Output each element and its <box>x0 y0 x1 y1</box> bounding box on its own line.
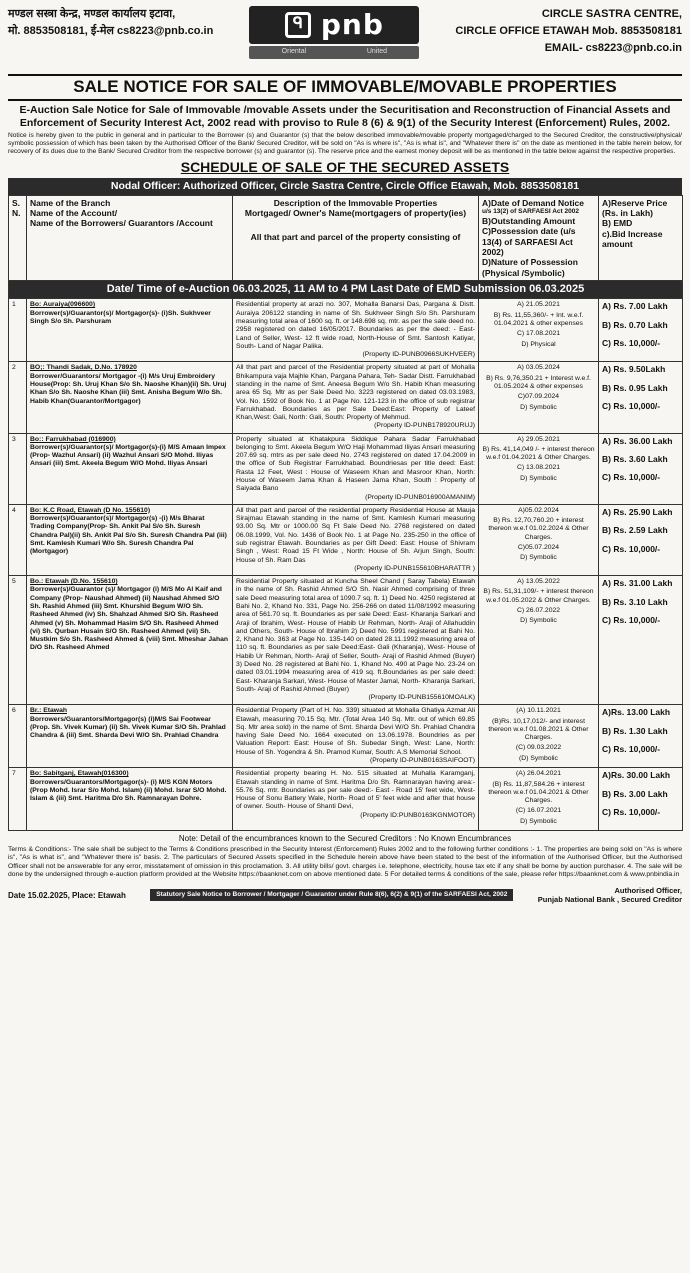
row-property-desc: Property situated at Khatakpura Siddique Pahara Sadar Farrukhabad belonging to Smt. Akeela Begum W/O Haji Mohammad Iliyas Ansari measuring 207.69 sq. mtrs as per sale deed No. 2743 registered on dated 17.04.2009 in the office of Sub Registrar Farrukhabad. Boundriesas per title deed: East: Rasta 12 Feet, West : House of Waseem Khan and Masroor Khan, North: House of Waseem Jama Khan & Haseen Jama Khan, South : Property of Saiyada Bano <box>236 435 475 493</box>
table-row <box>9 705 683 768</box>
row-date-a: (A) 26.04.2021 <box>516 770 561 778</box>
row-branch: Br.: Etawah <box>30 707 68 715</box>
header-right-line3: EMAIL- cs8223@pnb.co.in <box>544 42 682 55</box>
row-date-c: (C) 16.07.2021 <box>515 807 562 815</box>
row-dates <box>479 576 599 705</box>
row-date-d: D) Symbolic <box>520 617 557 625</box>
header-left-line1: मण्डल सस्त्रा केन्द्र, मण्डल कार्यालय इटावा, <box>8 8 176 20</box>
row-reserve <box>599 705 683 768</box>
row-dates <box>479 299 599 362</box>
schedule-rows <box>9 299 683 831</box>
footer-signature: Authorised Officer, Punjab National Bank , Secured Creditor <box>537 885 682 905</box>
table-row <box>9 433 683 504</box>
row-property <box>233 299 479 362</box>
row-reserve-price: A) Rs. 25.90 Lakh <box>602 506 673 517</box>
row-date-a: A) 21.05.2021 <box>517 301 560 309</box>
logo-text: pnb <box>320 7 384 41</box>
header-sn: S. N. <box>9 195 27 280</box>
row-property-desc: All that part and parcel of the Residential property situated at part of Mohalla Bhikampura vaja Majhle Khan, Pargana Pahara, Teh- Sadar Distt. Farrukhabad standing in the name of Smt. Aneesa Begum W/o Sh. Habib Khan measuring area 65 Sq. Mtr as per Sale Deed No. 3223 registered on dated 03.03.1983, Vol. No. 1592 of Book No. 1 at Page No. 121-123 in the office of sub registrar Farrukhabad. Boundaries as per Sale Deed:East: Property of Lateef Khan,West: Gali, North: Gali, South: Property of Mehmud. <box>236 364 475 422</box>
header-right-line1: CIRCLE SASTRA CENTRE, <box>541 8 682 20</box>
logo-sub-oriental: Oriental <box>281 48 307 55</box>
notice-subtitle: E-Auction Sale Notice for Sale of Immovable /movable Assets under the Securitisation and Reconstruction of Financial Assets and Enforcement of Security Interest Act, 2002 read with proviso to Rule 8 (6) & 9(1) of the Security Interest (Enforcement) Rules, 2002. <box>19 103 671 129</box>
row-date-d: D) Symbolic <box>520 817 557 825</box>
row-date-b: B) Rs. 12,70,760.20 + interest thereon w.e.f 01.02.2024 & Other Charges. <box>488 517 589 541</box>
row-property-desc: Residential Property (Part of H. No. 339) situated at Mohalla Ghatiya Azmat Ali Etawah, measuring 70.15 Sq. Mtr. (Total Area 140 Sq. Mtr. out of which 69.85 Sq. Mtr area sold) in the name of Smt. Sharda Devi W/O Sh. Prahlad Chandra having Sale Deed No. 1664 executed on 13.06.1978. Boundries as per Valuation Report: East: House of Sh. Subedar Singh, West: Lane, North: House of Sh. Yogendra & Sh. Pramod Kumar, South: A.S Memorial School. <box>236 707 475 756</box>
row-date-a: A) 29.05.2021 <box>517 435 560 443</box>
row-property-id: (Property ID-PUNB155610MOALK) <box>368 694 475 702</box>
row-date-c: C) 26.07.2022 <box>516 606 561 614</box>
row-borrower: Borrower(s)/Guarantor(s)/ Mortgagor(s)-(i) M/S Amaan Impex (Prop- Wazhul Ansari) (ii) Wazhul Ansari S/O Mohd. Iliyas Ansari (iii) Smt. Akeela Begum W/O Mohd. Iliyas Ansari <box>30 443 226 468</box>
schedule-table <box>8 195 683 831</box>
row-date-c: C) 13.08.2021 <box>516 464 561 472</box>
row-borrower: Borrower(s)/Guarantor (s)/ Mortgagor (i) M/S Mo Al Kaif and Company (Prop- Naushad Ahmed) (ii) Naushad Ahmed S/O Sh. Rashid Ahmed (iii) Smt. Khurshid Begum W/O Sh. Rasheed Ahmed (iv) Sh. Shahzad Ahmed S/O Sh. Rasheed Ahmed (v) Sh. Mohammad Hasim S/O Sh. Rasheed Ahmed (vi) Sh. Qurban Husain S/O Sh. Rasheed Ahmed (vii) Sh. Mustkim S/o Sh. Rasheed Ahmed & (viii) Smt. Mheshar Jahan D/O Sh. Rasheed Ahmed <box>30 586 229 652</box>
row-property <box>233 504 479 575</box>
header-property: Description of the Immovable Properties Mortgaged/ Owner's Name(mortgagers of property(ies) All that part and parcel of the property consisting of <box>233 195 479 280</box>
row-date-b: B) Rs. 41,14,049 /- + interest thereon w.e.f 01.04.2021 & Other Charges. <box>482 445 595 462</box>
header-right-line2: CIRCLE OFFICE ETAWAH Mob. 8853508181 <box>455 25 682 38</box>
row-branch: Bo: Auraiya(096600) <box>30 301 96 309</box>
row-reserve-price: A) Rs. 31.00 Lakh <box>602 578 673 589</box>
row-date-d: D) Symbolic <box>520 403 557 411</box>
row-branch: BO;: Thandi Sadak, D.No. 178920 <box>30 364 137 372</box>
row-bid-increase: C) Rs. 10,000/- <box>602 543 661 554</box>
header-dates: A)Date of Demand Notice u/s 13(2) of SARFAESI Act 2002 B)Outstanding Amount C)Possession date (u/s 13(4) of SARFAESI Act 2002) D)Nature of Possession (Physical /Symbolic) <box>479 195 599 280</box>
row-borrower: Borrower/Guarantors/ Mortgagor -(i) M/s Uruj Embroidery House(Prop: Sh. Uruj Khan S/o Sh. Naoshe Khan)(ii) Sh. Uruj Khan S/o Sh. Naoshe Khan (iii) Smt. Anisha Begum W/o Sh. Habib Khan(Guarantor/Mortgagor) <box>30 372 227 405</box>
row-emd: B) Rs. 0.95 Lakh <box>602 382 668 393</box>
header-hindi-address <box>8 6 213 40</box>
row-date-d: D) Physical <box>521 340 556 348</box>
row-sn: 7 <box>9 768 27 831</box>
row-date-a: A) 13.05.2022 <box>517 578 560 586</box>
row-sn: 6 <box>9 705 27 768</box>
row-borrower: Borrowers/Guarantors/Mortgagor(s)- (i) M/S KGN Motors (Prop Mohd. Israr S/o Mohd. Islam) (ii) Mohd. Israr S/O Mohd. Islam & (iii) Smt. Haritma D/o Sh. Ramnarayan Dohre. <box>30 778 227 803</box>
notice-title: SALE NOTICE FOR SALE OF IMMOVABLE/MOVABLE PROPERTIES <box>8 74 682 101</box>
row-branch: Bo: K.C Road, Etawah (D No. 155610) <box>30 506 151 514</box>
row-sn: 4 <box>9 504 27 575</box>
row-property-desc: Residential property bearing H. No. 515 situated at Muhalla Karamganj, Etawah standing in name of Smt. Haritma D/o Sh. Ramnarayan having area:- 55.76 Sq. mtr. Boundaries as per sale deed:- East - Road 15' feet wide, West- House of Sonu Battery Wale, North- Road of 5' feet wide and after that house of owner. South- House of Shanti Devi, <box>236 770 475 811</box>
row-emd: B) Rs. 0.70 Lakh <box>602 319 668 330</box>
row-bid-increase: C) Rs. 10,000/- <box>602 472 661 483</box>
table-header-row <box>9 195 683 280</box>
row-dates <box>479 362 599 433</box>
row-dates <box>479 433 599 504</box>
row-borrower: Borrowers/Guarantors/Mortgagor(s) (i)M/S Sai Footwear (Prop. Sh. Vivek Kumar) (ii) Sh. Vivek Kumar S/O Sh. Prahlad Chandra & (iii) Smt. Sharda Devi W/O Sh. Prahlad Chandra <box>30 715 226 740</box>
row-property <box>233 705 479 768</box>
row-property <box>233 576 479 705</box>
row-reserve <box>599 433 683 504</box>
header-left-line2: मो. 8853508181, ई-मेल cs8223@pnb.co.in <box>8 25 214 38</box>
row-reserve <box>599 299 683 362</box>
row-emd: B) Rs. 3.00 Lakh <box>602 788 668 799</box>
header-branch: Name of the Branch Name of the Account/ Name of the Borrowers/ Guarantors /Account <box>27 195 233 280</box>
row-sn: 1 <box>9 299 27 362</box>
row-reserve-price: A) Rs. 9.50Lakh <box>602 364 666 375</box>
row-date-b: B) Rs. 51,31,109/- + interest thereon w.e.f 01.05.2022 & Other Charges. <box>483 588 594 604</box>
schedule-title: SCHEDULE OF SALE OF THE SECURED ASSETS <box>180 158 510 175</box>
row-branch-borrower <box>27 768 233 831</box>
row-property-desc: Residential property at arazi no. 307, Mohalla Banarsi Das, Pargana & Distt. Auraiya 206122 standing in name of Sh. Sukhveer Singh S/o Sh. Parshuram measuring total area of 1600 sq. ft. or 148.698 sq. mtr. as per the sale deed no. 2958 registered on dated 16/05/2017. Boundaries as per the deed: - East- Land of Seller, West- 12 ft wide road, North-House of Smt. Santosh Katiyar, South- Land of Nagar Palika. <box>236 301 475 350</box>
row-reserve <box>599 768 683 831</box>
row-property-id: (Property ID-PUNB155610BHARATTR ) <box>354 564 475 572</box>
header <box>8 6 682 72</box>
row-property-id: (Property ID-PUNB016900AMANIM) <box>365 493 475 501</box>
row-property <box>233 768 479 831</box>
row-dates <box>479 705 599 768</box>
row-bid-increase: C) Rs. 10,000/- <box>602 614 661 625</box>
row-branch-borrower <box>27 504 233 575</box>
logo-sub-united: United <box>366 48 388 55</box>
row-branch-borrower <box>27 576 233 705</box>
row-date-c: C) 17.08.2021 <box>516 330 561 338</box>
terms-conditions: Terms & Conditions:- The sale shall be subject to the Terms & Conditions prescribed in the Security Interest (Enforcement) Rules 2002 and to the following further conditions :- 1. The properties are being sold on "As is where is", "As is what is", and "Whatever there is" basis. 2. The particulars of Secured Assets specified in the Schedule herein above have been stated to the best of the information of the Authorised Officer, but the Authorised Officer shall not be answerable for any error, misstatement of omission in this proclamation. 3. All utility bills/ govt. charges i.e. telephone, electricity, house tax etc if any shall be borne by auction purchaser. 4. The sale will be done by the undersigned through e-auction platform provided at the Website https://baanknet.com on above mentioned date. 5 For detailed terms & conditions of the sale, please refer https://baanknet.com & www.pnbindia.in <box>8 845 682 879</box>
auction-date-band: Date/ Time of e-Auction 06.03.2025, 11 AM to 4 PM Last Date of EMD Submission 06.03.2025 <box>9 281 683 299</box>
row-reserve <box>599 576 683 705</box>
header-reserve: A)Reserve Price (Rs. in Lakh) B) EMD c).Bid Increase amount <box>599 195 683 280</box>
row-date-b: (B)Rs. 10,17,012/- and interest thereon w.e.f 01.08.2021 & Other Charges. <box>488 717 589 742</box>
row-borrower: Borrower(s)/Guarantor(s)/ Mortgagor(s)- (i)Sh. Sukhveer Singh S/o Sh. Parshuram <box>30 309 211 325</box>
row-property-id: (Property ID:PUNB0163KGNMOTOR) <box>360 811 475 819</box>
row-property-desc: All that part and parcel of the residential property Residential House at Mauja Sirajmau Etawah standing in the name of Smt. Kamlesh Kumari measuring 93.00 Sq. Mtr or 1000.00 Sq Ft Sale Deed No. 2768 registered on dated 06.08.1999, Vol. No. 1436 of Book No. 1 at Page No. 235-250 in the office of sub registrar Etawah. Boundaries as per Gift Deed: East: House of Shivram Singh , West: Road 15 Ft Wide , North: House of Sh. Arjun Singh, South: House of Sh. Ram Das <box>236 506 475 564</box>
row-date-b: (B) Rs. 11,87,584.26 + interest thereon w.e.f 01.04.2021 & Other Charges. <box>488 780 589 805</box>
row-date-c: (C) 09.03.2022 <box>515 744 562 752</box>
row-bid-increase: C) Rs. 10,000/- <box>602 744 661 755</box>
encumbrance-note: Note: Detail of the encumbrances known to the Secured Creditors : No Known Encumbrances <box>178 834 512 844</box>
row-date-c: C)05.07.2024 <box>517 544 560 552</box>
pnb-logo <box>249 6 419 59</box>
row-branch: Bo:: Farrukhabad (016900) <box>30 435 116 443</box>
row-reserve-price: A) Rs. 7.00 Lakh <box>602 301 668 312</box>
row-date-d: D) Symbolic <box>520 474 557 482</box>
row-property-desc: Residential Property situated at Kuncha Sheel Chand ( Saray Tabela) Etawah in the name of Sh. Rashid Ahmed S/O Sh. Nasir Ahmed comprising of three sale Deed measuring total area of 1090.7 sq. ft. 1) Deed No. 4250 registered at Bahi No. 2, Khand No. 331, Page No. 256-266 on dated 11/08/1992 measuring area of 561.70 sq. ft. Boundaries as per sale Deed: East- Kharanja Sarkari and Araji of Ibrahim, West- House of Habib Ur Rehman, North- Araji of Allahuddin and Others, South- House of Ibrahim 2) Deed No. 5991 registered at Bahi No. 2, Khand No. 363 at Page No. 135-140 on dated 28.11.1992 measuring area of 110 sq. ft. Boundaries as per sale Deed:East- Gali (Kharanja), West- House of Habib Ur Rehman, North- Araji of Seller, South- Araji of Rashid Ahmed (Buyer) 3) Deed No. 28 registered at Bahi No. 1, Khand No. 490 at Page No. 23-24 on dated 03.01.1994 measuring area of 419 sq. ft.Boundaries as per sale deed: East- Kharanja Sarkari, West- House of Master Jamal, North- Kharanja Sarkari, South- Araji of Rashid Ahmed (Buyer) <box>236 578 475 693</box>
table-row <box>9 362 683 433</box>
notice-intro: Notice is hereby given to the public in general and in particular to the Borrower (s) and Guarantor (s) that the below described immovable/movable property mortgaged/charged to the Secured Creditor, the constructive/physical/ symbolic possession of which has been taken by the Authorised Officer of the Bank/ Secured Creditor, will be sold on "As is where is", "As is what is", and "Whatever there is" on the date as mentioned in the table herein below, for recovery of its dues due to the Bank/ Secured Creditor from the respective borrower (s) and guarantor (s). The reserve price and the earnest money deposit will be as mentioned in the table below against the respective properties. <box>8 131 682 155</box>
row-date-b: B) Rs. 11,55,360/- + Int. w.e.f. 01.04.2021 & other expenses <box>493 311 584 327</box>
row-date-d: D) Symbolic <box>520 554 557 562</box>
row-branch: Bo: Sabitganj, Etawah(016300) <box>30 770 129 778</box>
row-property <box>233 433 479 504</box>
row-property <box>233 362 479 433</box>
footer <box>8 886 682 906</box>
header-english-address <box>455 6 682 57</box>
row-date-d: (D) Symbolic <box>519 754 558 762</box>
row-date-a: A) 03.05.2024 <box>517 364 560 372</box>
footer-statutory: Statutory Sale Notice to Borrower / Mortgager / Guarantor under Rule 8(6), 6(2) & 9(1) of the SARFAESI Act, 2002 <box>150 889 513 901</box>
row-property-id: (Property ID-PUNB178920URUJ) <box>374 422 475 430</box>
row-bid-increase: C) Rs. 10,000/- <box>602 338 661 349</box>
row-dates <box>479 504 599 575</box>
row-date-a: A)05.02.2024 <box>518 506 559 514</box>
row-bid-increase: C) Rs. 10,000/- <box>602 401 661 412</box>
row-sn: 2 <box>9 362 27 433</box>
table-row <box>9 768 683 831</box>
row-reserve-price: A)Rs. 30.00 Lakh <box>602 770 671 781</box>
row-sn: 3 <box>9 433 27 504</box>
row-branch-borrower <box>27 433 233 504</box>
row-emd: B) Rs. 3.60 Lakh <box>602 454 668 464</box>
nodal-officer-band: Nodal Officer: Authorized Officer, Circle Sastra Centre, Circle Office Etawah, Mob. 8853508181 <box>8 178 682 195</box>
table-row <box>9 576 683 705</box>
footer-date-place: Date 15.02.2025, Place: Etawah <box>8 890 126 900</box>
row-reserve-price: A)Rs. 13.00 Lakh <box>602 707 671 718</box>
row-borrower: Borrower(s)/Guarantor(s)/ Mortgagor(s) -(i) M/s Bharat Trading Company(Prop- Sh. Ankit Pal S/o Sh. Suresh Chandra Pal)(ii) Sh. Ankit Pal S/o Sh. Suresh Chandra Pal (iii) Smt. Kamlesh Kumari W/o Sh. Suresh Chandra Pal (Mortgagor) <box>30 515 227 556</box>
row-branch-borrower <box>27 299 233 362</box>
row-sn: 5 <box>9 576 27 705</box>
table-row <box>9 504 683 575</box>
row-property-id: (Property ID-PUNB0163SAIFOOT) <box>370 757 475 765</box>
pnb-mark-icon: ᑫ <box>285 12 311 38</box>
row-branch-borrower <box>27 705 233 768</box>
row-emd: B) Rs. 3.10 Lakh <box>602 596 668 607</box>
row-bid-increase: C) Rs. 10,000/- <box>602 807 661 818</box>
table-row <box>9 299 683 362</box>
row-branch-borrower <box>27 362 233 433</box>
row-reserve-price: A) Rs. 36.00 Lakh <box>602 435 673 446</box>
row-property-id: (Property ID-PUNB0966SUKHVEER) <box>362 351 475 359</box>
row-date-c: C)07.09.2024 <box>517 393 560 401</box>
row-branch: Bo.: Etawah (D.No. 155610) <box>30 578 118 586</box>
row-emd: B) Rs. 2.59 Lakh <box>602 525 668 536</box>
row-reserve <box>599 362 683 433</box>
row-date-a: (A) 10.11.2021 <box>516 707 561 715</box>
row-emd: B) Rs. 1.30 Lakh <box>602 725 668 736</box>
row-dates <box>479 768 599 831</box>
row-reserve <box>599 504 683 575</box>
row-date-b: B) Rs. 9,76,350.21 + Interest w.e.f. 01.05.2024 & other expenses <box>486 374 591 390</box>
